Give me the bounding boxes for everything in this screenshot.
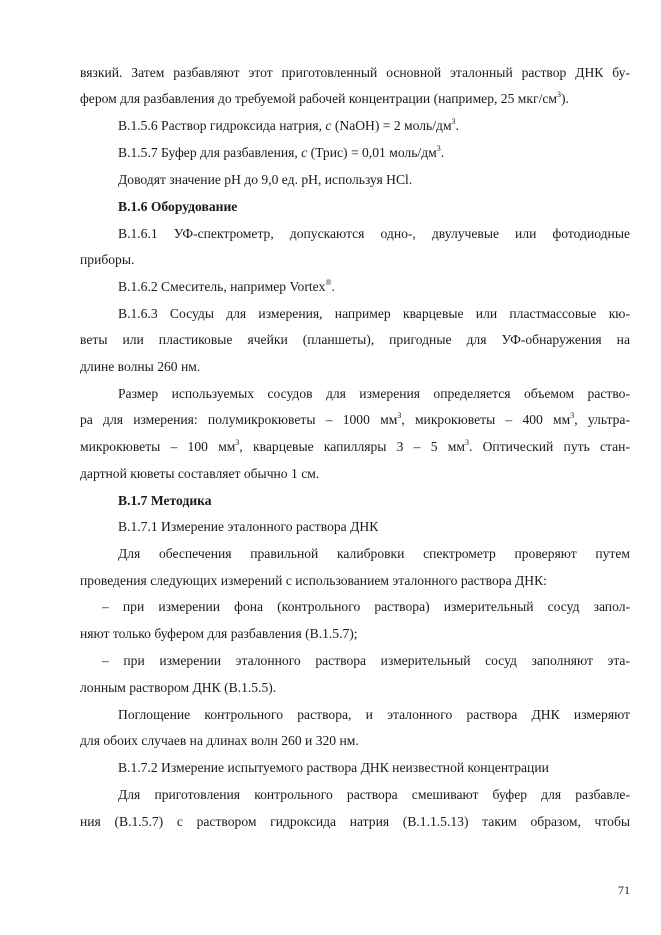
text-line: микрокюветы – 100 $мм^3$, кварцевые капилляры 3 – 5 $мм^3$. Оптический путь стан- <box>80 438 630 454</box>
text-line: В.1.5.6 Раствор гидроксида натрия, с (NaOH) = 2 моль/$дм^3$. <box>118 117 459 133</box>
text-line: длине волны 260 нм. <box>80 359 201 374</box>
text-line: ра для измерения: полумикрокюветы – 1000 $мм^3$, микрокюветы – 400 $мм^3$, ультра- <box>80 411 630 427</box>
text-line: В.1.5.7 Буфер для разбавления, с (Трис) = 0,01 моль/$дм^3$. <box>118 144 445 160</box>
text-line: дартной кюветы составляет обычно 1 см. <box>80 466 320 481</box>
superscript: 3 <box>570 411 575 420</box>
text-line: проведения следующих измерений с использованием эталонного раствора ДНК: <box>80 573 547 588</box>
text-line: лонным раствором ДНК (В.1.5.5). <box>80 680 277 695</box>
superscript: 3 <box>464 438 469 447</box>
text-line: Для обеспечения правильной калибровки спектрометр проверяют путем <box>118 546 630 561</box>
superscript: 3 <box>557 90 561 99</box>
superscript: 3 <box>397 411 402 420</box>
list-item: – при измерении эталонного раствора измерительный сосуд заполняют эта- <box>102 653 630 668</box>
text-line: Доводят значение pH до 9,0 ед. pH, используя HCl. <box>118 172 413 187</box>
text-line: В.1.7.2 Измерение испытуемого раствора ДНК неизвестной концентрации <box>118 760 549 775</box>
text-line: В.1.6.1 УФ-спектрометр, допускаются одно-, двулучевые или фотодиодные <box>118 226 630 241</box>
text-line: ния (В.1.5.7) с раствором гидроксида натрия (В.1.1.5.13) таким образом, чтобы <box>80 814 630 829</box>
text-line: Размер используемых сосудов для измерения определяется объемом раство- <box>118 386 630 401</box>
text-line: вязкий. Затем разбавляют этот приготовленный основной эталонный раствор ДНК бу- <box>80 65 630 80</box>
list-item: – при измерении фона (контрольного раствора) измерительный сосуд запол- <box>102 599 630 614</box>
section-heading: В.1.7 Методика <box>118 493 212 508</box>
text-line: для обоих случаев на длинах волн 260 и 320 нм. <box>80 733 359 748</box>
superscript: 3 <box>436 144 441 153</box>
text-line: фером для разбавления до требуемой рабочей концентрации (например, 25 мкг/$см^3$). <box>80 90 569 106</box>
text-line: приборы. <box>80 252 135 267</box>
text-line: няют только буфером для разбавления (В.1.5.7); <box>80 626 358 641</box>
text-line: Поглощение контрольного раствора, и эталонного раствора ДНК измеряют <box>118 707 630 722</box>
text-line: Для приготовления контрольного раствора смешивают буфер для разбавле- <box>118 787 630 802</box>
text-line: В.1.7.1 Измерение эталонного раствора ДНК <box>118 519 379 534</box>
text-line: веты или пластиковые ячейки (планшеты), пригодные для УФ-обнаружения на <box>80 332 630 347</box>
section-heading: В.1.6 Оборудование <box>118 199 238 214</box>
superscript: 3 <box>451 117 456 126</box>
superscript: 3 <box>235 438 240 447</box>
page-number: 71 <box>618 883 630 897</box>
registered-mark: ® <box>325 278 332 287</box>
text-line: В.1.6.3 Сосуды для измерения, например кварцевые или пластмассовые кю- <box>118 306 630 321</box>
text-line: В.1.6.2 Смеситель, например Vortex®. <box>118 278 335 294</box>
